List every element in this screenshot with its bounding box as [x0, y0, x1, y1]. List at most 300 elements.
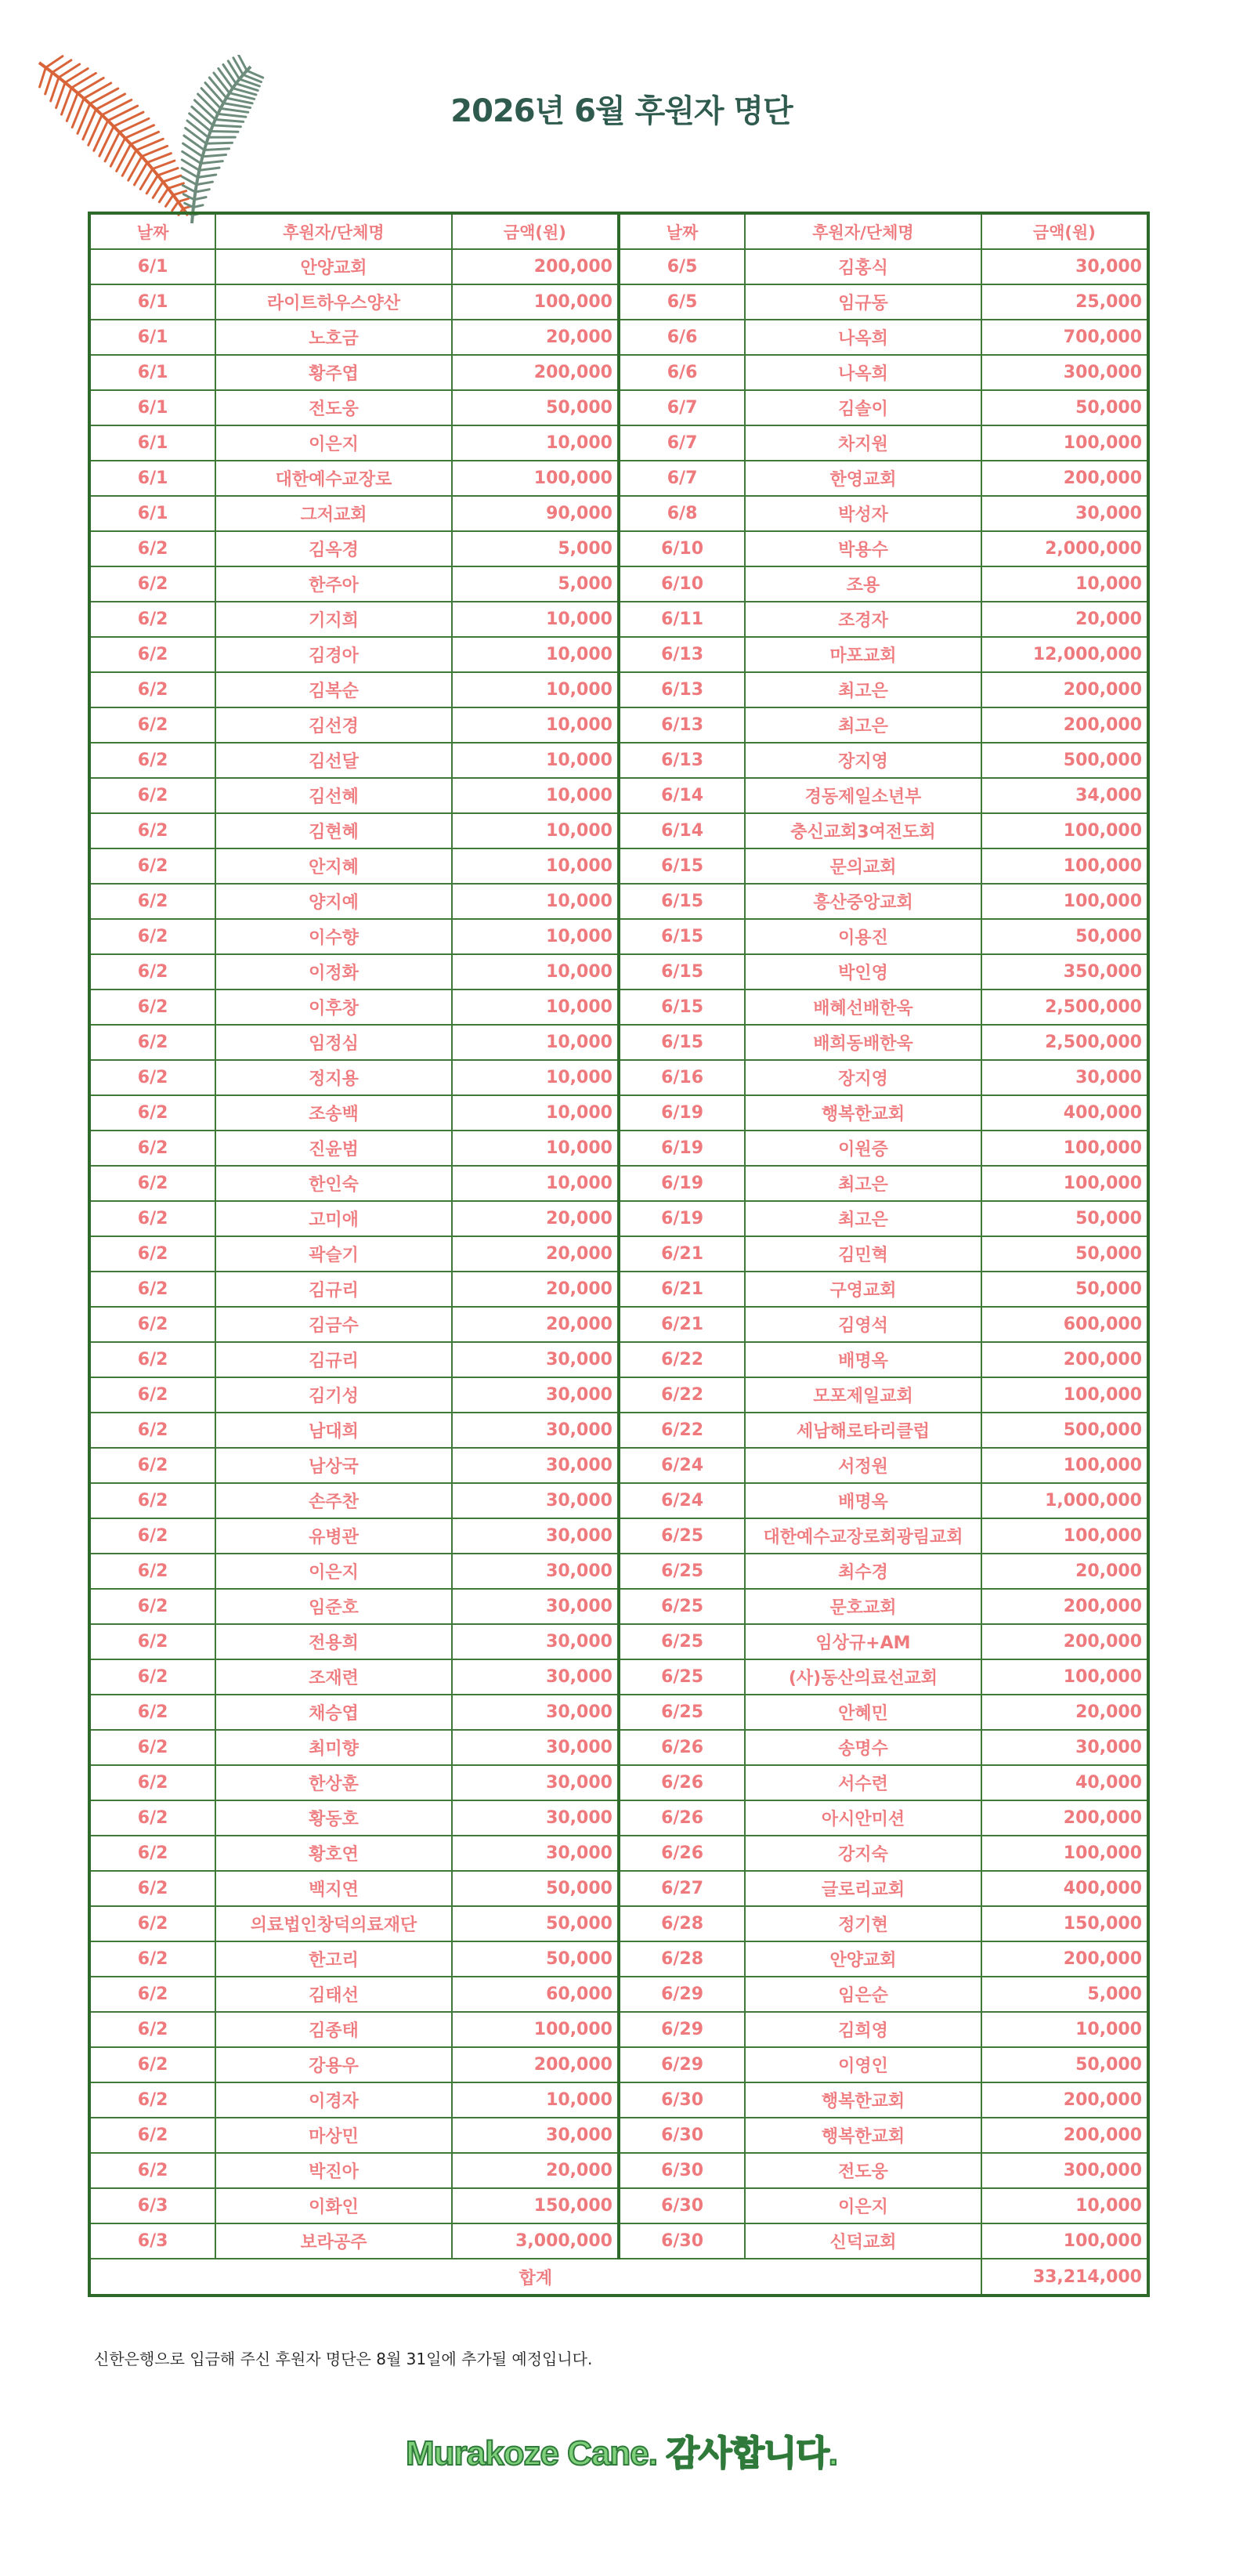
- amount-cell: 10,000: [452, 602, 619, 637]
- donor-name-cell: 한인숙: [215, 1166, 452, 1201]
- date-cell: 6/1: [89, 496, 215, 531]
- date-cell: 6/30: [619, 2188, 745, 2223]
- donor-name-cell: 김영석: [745, 1307, 981, 1342]
- amount-cell: 30,000: [452, 1659, 619, 1695]
- donor-name-cell: 이은지: [215, 425, 452, 461]
- donor-name-cell: 장지영: [745, 1060, 981, 1095]
- amount-cell: 100,000: [981, 1448, 1148, 1483]
- date-cell: 6/7: [619, 425, 745, 461]
- amount-cell: 200,000: [981, 1342, 1148, 1377]
- amount-cell: 300,000: [981, 2153, 1148, 2188]
- table-row: [89, 2223, 1148, 2259]
- amount-cell: 10,000: [981, 566, 1148, 602]
- donor-name-cell: 대한예수교장로: [215, 461, 452, 496]
- amount-cell: 10,000: [981, 2012, 1148, 2047]
- date-cell: 6/2: [89, 1448, 215, 1483]
- donor-name-cell: 최고은: [745, 672, 981, 707]
- date-cell: 6/26: [619, 1800, 745, 1836]
- date-cell: 6/7: [619, 461, 745, 496]
- total-label: 합계: [89, 2259, 981, 2296]
- amount-cell: 20,000: [981, 1695, 1148, 1730]
- date-cell: 6/2: [89, 1166, 215, 1201]
- donor-name-cell: 최수경: [745, 1554, 981, 1589]
- date-cell: 6/6: [619, 320, 745, 355]
- donor-name-cell: 김선경: [215, 707, 452, 743]
- amount-cell: 10,000: [452, 1166, 619, 1201]
- donor-name-cell: 진윤범: [215, 1131, 452, 1166]
- date-cell: 6/25: [619, 1518, 745, 1554]
- donor-name-cell: 모포제일교회: [745, 1377, 981, 1413]
- date-cell: 6/1: [89, 461, 215, 496]
- date-cell: 6/25: [619, 1624, 745, 1659]
- amount-cell: 50,000: [981, 2047, 1148, 2082]
- date-cell: 6/30: [619, 2153, 745, 2188]
- date-cell: 6/2: [89, 1060, 215, 1095]
- donor-name-cell: 이후창: [215, 990, 452, 1025]
- table-row: [89, 672, 1148, 707]
- header-name: 후원자/단체명: [215, 213, 452, 249]
- donor-name-cell: 문호교회: [745, 1589, 981, 1624]
- amount-cell: 30,000: [981, 1730, 1148, 1765]
- amount-cell: 90,000: [452, 496, 619, 531]
- donor-name-cell: 남대희: [215, 1413, 452, 1448]
- date-cell: 6/13: [619, 637, 745, 672]
- amount-cell: 100,000: [981, 1131, 1148, 1166]
- amount-cell: 10,000: [452, 884, 619, 919]
- date-cell: 6/2: [89, 954, 215, 990]
- donor-table: [88, 212, 1150, 2297]
- donor-name-cell: 나옥희: [745, 320, 981, 355]
- date-cell: 6/2: [89, 1730, 215, 1765]
- date-cell: 6/2: [89, 1131, 215, 1166]
- donor-name-cell: 노호금: [215, 320, 452, 355]
- table-row: [89, 1871, 1148, 1906]
- amount-cell: 50,000: [452, 390, 619, 425]
- date-cell: 6/2: [89, 672, 215, 707]
- table-row: [89, 602, 1148, 637]
- amount-cell: 100,000: [981, 884, 1148, 919]
- table-row: [89, 1201, 1148, 1236]
- date-cell: 6/2: [89, 1095, 215, 1131]
- table-row: [89, 1060, 1148, 1095]
- donor-name-cell: 강지숙: [745, 1836, 981, 1871]
- date-cell: 6/2: [89, 1025, 215, 1060]
- donor-name-cell: 곽슬기: [215, 1236, 452, 1272]
- donor-name-cell: 전도웅: [215, 390, 452, 425]
- date-cell: 6/15: [619, 848, 745, 884]
- amount-cell: 30,000: [452, 2118, 619, 2153]
- date-cell: 6/26: [619, 1836, 745, 1871]
- amount-cell: 150,000: [981, 1906, 1148, 1941]
- donor-name-cell: 배혜선배한욱: [745, 990, 981, 1025]
- amount-cell: 30,000: [452, 1695, 619, 1730]
- amount-cell: 50,000: [981, 1272, 1148, 1307]
- amount-cell: 12,000,000: [981, 637, 1148, 672]
- donor-name-cell: 고미애: [215, 1201, 452, 1236]
- donor-name-cell: 서정원: [745, 1448, 981, 1483]
- table-row: [89, 1906, 1148, 1941]
- donor-name-cell: 세남해로타리클럽: [745, 1413, 981, 1448]
- amount-cell: 100,000: [452, 2012, 619, 2047]
- date-cell: 6/2: [89, 2118, 215, 2153]
- date-cell: 6/2: [89, 848, 215, 884]
- date-cell: 6/15: [619, 919, 745, 954]
- amount-cell: 60,000: [452, 1977, 619, 2012]
- date-cell: 6/2: [89, 2082, 215, 2118]
- date-cell: 6/2: [89, 1201, 215, 1236]
- date-cell: 6/2: [89, 2012, 215, 2047]
- donor-name-cell: 임은순: [745, 1977, 981, 2012]
- date-cell: 6/2: [89, 1307, 215, 1342]
- donor-name-cell: 행복한교회: [745, 2082, 981, 2118]
- donor-name-cell: 전도웅: [745, 2153, 981, 2188]
- donor-name-cell: 양지예: [215, 884, 452, 919]
- donor-name-cell: 행복한교회: [745, 2118, 981, 2153]
- amount-cell: 100,000: [981, 1166, 1148, 1201]
- date-cell: 6/3: [89, 2223, 215, 2259]
- donor-name-cell: 조용: [745, 566, 981, 602]
- donor-name-cell: 대한예수교장로회광림교회: [745, 1518, 981, 1554]
- donor-name-cell: 장지영: [745, 743, 981, 778]
- date-cell: 6/16: [619, 1060, 745, 1095]
- date-cell: 6/2: [89, 1977, 215, 2012]
- amount-cell: 700,000: [981, 320, 1148, 355]
- table-row: [89, 637, 1148, 672]
- date-cell: 6/5: [619, 284, 745, 320]
- date-cell: 6/2: [89, 707, 215, 743]
- date-cell: 6/1: [89, 284, 215, 320]
- amount-cell: 30,000: [452, 1765, 619, 1800]
- table-row: [89, 2082, 1148, 2118]
- donor-name-cell: 김규리: [215, 1272, 452, 1307]
- amount-cell: 30,000: [452, 1377, 619, 1413]
- table-row: [89, 1413, 1148, 1448]
- table-row: [89, 461, 1148, 496]
- donor-name-cell: 이수향: [215, 919, 452, 954]
- donor-name-cell: 기지희: [215, 602, 452, 637]
- donor-name-cell: 김옥경: [215, 531, 452, 566]
- donor-name-cell: 이화인: [215, 2188, 452, 2223]
- donor-name-cell: 임규동: [745, 284, 981, 320]
- amount-cell: 50,000: [452, 1941, 619, 1977]
- amount-cell: 10,000: [452, 954, 619, 990]
- amount-cell: 10,000: [452, 743, 619, 778]
- donor-name-cell: 손주찬: [215, 1483, 452, 1518]
- amount-cell: 20,000: [981, 1554, 1148, 1589]
- donor-name-cell: 이은지: [215, 1554, 452, 1589]
- date-cell: 6/2: [89, 1906, 215, 1941]
- date-cell: 6/29: [619, 2047, 745, 2082]
- amount-cell: 200,000: [981, 461, 1148, 496]
- amount-cell: 200,000: [981, 1624, 1148, 1659]
- table-row: [89, 1342, 1148, 1377]
- amount-cell: 50,000: [981, 1236, 1148, 1272]
- amount-cell: 200,000: [981, 1589, 1148, 1624]
- table-row: [89, 1941, 1148, 1977]
- table-row: [89, 1095, 1148, 1131]
- donor-name-cell: 강용우: [215, 2047, 452, 2082]
- table-row: [89, 531, 1148, 566]
- amount-cell: 10,000: [452, 707, 619, 743]
- donor-name-cell: 서수련: [745, 1765, 981, 1800]
- donor-name-cell: 신덕교회: [745, 2223, 981, 2259]
- table-row: [89, 249, 1148, 284]
- total-amount: 33,214,000: [981, 2259, 1148, 2296]
- donor-name-cell: 조재련: [215, 1659, 452, 1695]
- donor-name-cell: 한고리: [215, 1941, 452, 1977]
- amount-cell: 10,000: [452, 1025, 619, 1060]
- donor-name-cell: 황주엽: [215, 355, 452, 390]
- amount-cell: 10,000: [452, 813, 619, 848]
- page-title: 2026년 6월 후원자 명단: [450, 93, 793, 129]
- amount-cell: 600,000: [981, 1307, 1148, 1342]
- amount-cell: 5,000: [981, 1977, 1148, 2012]
- donor-name-cell: 안양교회: [745, 1941, 981, 1977]
- donor-name-cell: 아시안미션: [745, 1800, 981, 1836]
- amount-cell: 30,000: [452, 1448, 619, 1483]
- table-row: [89, 1131, 1148, 1166]
- donor-name-cell: 김선혜: [215, 778, 452, 813]
- date-cell: 6/1: [89, 390, 215, 425]
- donor-name-cell: 안양교회: [215, 249, 452, 284]
- donor-name-cell: 이원증: [745, 1131, 981, 1166]
- donor-name-cell: 배명옥: [745, 1483, 981, 1518]
- donor-name-cell: 라이트하우스양산: [215, 284, 452, 320]
- amount-cell: 100,000: [981, 1659, 1148, 1695]
- table-row: [89, 1977, 1148, 2012]
- table-row: [89, 1518, 1148, 1554]
- donor-name-cell: 백지연: [215, 1871, 452, 1906]
- amount-cell: 200,000: [981, 1800, 1148, 1836]
- amount-cell: 10,000: [452, 672, 619, 707]
- table-row: [89, 284, 1148, 320]
- table-row: [89, 425, 1148, 461]
- amount-cell: 100,000: [981, 1836, 1148, 1871]
- amount-cell: 500,000: [981, 743, 1148, 778]
- date-cell: 6/2: [89, 990, 215, 1025]
- donor-name-cell: 이정화: [215, 954, 452, 990]
- table-row: [89, 954, 1148, 990]
- table-row: [89, 884, 1148, 919]
- donor-name-cell: 임상규+AM: [745, 1624, 981, 1659]
- amount-cell: 200,000: [981, 2082, 1148, 2118]
- date-cell: 6/10: [619, 531, 745, 566]
- date-cell: 6/2: [89, 1236, 215, 1272]
- donor-name-cell: 김복순: [215, 672, 452, 707]
- amount-cell: 400,000: [981, 1095, 1148, 1131]
- amount-cell: 30,000: [452, 1413, 619, 1448]
- amount-cell: 30,000: [452, 1836, 619, 1871]
- table-row: [89, 566, 1148, 602]
- amount-cell: 10,000: [452, 919, 619, 954]
- date-cell: 6/2: [89, 778, 215, 813]
- donor-name-cell: 임정심: [215, 1025, 452, 1060]
- amount-cell: 350,000: [981, 954, 1148, 990]
- amount-cell: 5,000: [452, 531, 619, 566]
- amount-cell: 2,500,000: [981, 1025, 1148, 1060]
- date-cell: 6/15: [619, 1025, 745, 1060]
- date-cell: 6/27: [619, 1871, 745, 1906]
- donor-name-cell: 김선달: [215, 743, 452, 778]
- date-cell: 6/13: [619, 743, 745, 778]
- donor-name-cell: 김희영: [745, 2012, 981, 2047]
- amount-cell: 20,000: [981, 602, 1148, 637]
- donor-name-cell: 보라공주: [215, 2223, 452, 2259]
- amount-cell: 2,000,000: [981, 531, 1148, 566]
- table-row: [89, 1272, 1148, 1307]
- date-cell: 6/22: [619, 1377, 745, 1413]
- date-cell: 6/5: [619, 249, 745, 284]
- amount-cell: 500,000: [981, 1413, 1148, 1448]
- amount-cell: 10,000: [452, 1095, 619, 1131]
- amount-cell: 10,000: [452, 1060, 619, 1095]
- donor-name-cell: 구영교회: [745, 1272, 981, 1307]
- table-header-row: [89, 213, 1148, 249]
- date-cell: 6/2: [89, 884, 215, 919]
- amount-cell: 1,000,000: [981, 1483, 1148, 1518]
- donor-name-cell: 이은지: [745, 2188, 981, 2223]
- date-cell: 6/2: [89, 1765, 215, 1800]
- amount-cell: 100,000: [452, 461, 619, 496]
- donor-name-cell: 마포교회: [745, 637, 981, 672]
- date-cell: 6/2: [89, 1518, 215, 1554]
- amount-cell: 10,000: [452, 990, 619, 1025]
- date-cell: 6/25: [619, 1589, 745, 1624]
- donor-name-cell: 조송백: [215, 1095, 452, 1131]
- date-cell: 6/2: [89, 1272, 215, 1307]
- donor-name-cell: 황호연: [215, 1836, 452, 1871]
- date-cell: 6/21: [619, 1307, 745, 1342]
- amount-cell: 50,000: [452, 1906, 619, 1941]
- date-cell: 6/2: [89, 743, 215, 778]
- donor-name-cell: 차지원: [745, 425, 981, 461]
- donor-name-cell: 경동제일소년부: [745, 778, 981, 813]
- date-cell: 6/2: [89, 1554, 215, 1589]
- donor-name-cell: 이용진: [745, 919, 981, 954]
- date-cell: 6/25: [619, 1695, 745, 1730]
- donor-name-cell: 최고은: [745, 1166, 981, 1201]
- table-row: [89, 1483, 1148, 1518]
- amount-cell: 150,000: [452, 2188, 619, 2223]
- amount-cell: 200,000: [981, 672, 1148, 707]
- donor-name-cell: 배희동배한욱: [745, 1025, 981, 1060]
- date-cell: 6/2: [89, 1589, 215, 1624]
- amount-cell: 30,000: [452, 1342, 619, 1377]
- table-row: [89, 1765, 1148, 1800]
- date-cell: 6/2: [89, 1342, 215, 1377]
- table-row: [89, 2153, 1148, 2188]
- donor-name-cell: 김태선: [215, 1977, 452, 2012]
- thanks-message: Murakoze Cane. 감사합니다.: [406, 2434, 837, 2473]
- table-row: [89, 1624, 1148, 1659]
- date-cell: 6/2: [89, 1624, 215, 1659]
- table-row: [89, 848, 1148, 884]
- date-cell: 6/14: [619, 813, 745, 848]
- notice-text: 신한은행으로 입금해 주신 후원자 명단은 8월 31일에 추가될 예정입니다.: [94, 2350, 593, 2368]
- date-cell: 6/30: [619, 2118, 745, 2153]
- donor-name-cell: 한영교회: [745, 461, 981, 496]
- amount-cell: 100,000: [981, 1377, 1148, 1413]
- date-cell: 6/19: [619, 1131, 745, 1166]
- date-cell: 6/2: [89, 1659, 215, 1695]
- table-row: [89, 320, 1148, 355]
- amount-cell: 50,000: [452, 1871, 619, 1906]
- date-cell: 6/14: [619, 778, 745, 813]
- amount-cell: 30,000: [981, 1060, 1148, 1095]
- amount-cell: 3,000,000: [452, 2223, 619, 2259]
- donor-name-cell: 한상훈: [215, 1765, 452, 1800]
- donor-name-cell: 나옥희: [745, 355, 981, 390]
- amount-cell: 20,000: [452, 1236, 619, 1272]
- date-cell: 6/1: [89, 355, 215, 390]
- date-cell: 6/2: [89, 602, 215, 637]
- date-cell: 6/13: [619, 707, 745, 743]
- date-cell: 6/22: [619, 1342, 745, 1377]
- table-row: [89, 1377, 1148, 1413]
- amount-cell: 2,500,000: [981, 990, 1148, 1025]
- donor-name-cell: 최고은: [745, 707, 981, 743]
- amount-cell: 10,000: [452, 778, 619, 813]
- amount-cell: 100,000: [981, 425, 1148, 461]
- donor-name-cell: 임준호: [215, 1589, 452, 1624]
- date-cell: 6/2: [89, 1413, 215, 1448]
- date-cell: 6/2: [89, 1800, 215, 1836]
- table-row: [89, 390, 1148, 425]
- amount-cell: 20,000: [452, 2153, 619, 2188]
- donor-name-cell: 문의교회: [745, 848, 981, 884]
- date-cell: 6/19: [619, 1166, 745, 1201]
- amount-cell: 10,000: [452, 848, 619, 884]
- amount-cell: 30,000: [981, 249, 1148, 284]
- date-cell: 6/3: [89, 2188, 215, 2223]
- donor-name-cell: 전용희: [215, 1624, 452, 1659]
- date-cell: 6/10: [619, 566, 745, 602]
- date-cell: 6/21: [619, 1236, 745, 1272]
- date-cell: 6/1: [89, 320, 215, 355]
- donor-name-cell: (사)동산의료선교회: [745, 1659, 981, 1695]
- date-cell: 6/2: [89, 1377, 215, 1413]
- table-row: [89, 707, 1148, 743]
- date-cell: 6/25: [619, 1554, 745, 1589]
- donor-name-cell: 마상민: [215, 2118, 452, 2153]
- amount-cell: 400,000: [981, 1871, 1148, 1906]
- amount-cell: 100,000: [452, 284, 619, 320]
- table-row: [89, 355, 1148, 390]
- amount-cell: 30,000: [452, 1518, 619, 1554]
- donor-name-cell: 김종태: [215, 2012, 452, 2047]
- table-row: [89, 1166, 1148, 1201]
- donor-name-cell: 글로리교회: [745, 1871, 981, 1906]
- table-row: [89, 1448, 1148, 1483]
- amount-cell: 30,000: [452, 1589, 619, 1624]
- date-cell: 6/26: [619, 1765, 745, 1800]
- table-row: [89, 919, 1148, 954]
- date-cell: 6/11: [619, 602, 745, 637]
- amount-cell: 200,000: [981, 2118, 1148, 2153]
- donor-name-cell: 박용수: [745, 531, 981, 566]
- amount-cell: 10,000: [452, 1131, 619, 1166]
- donor-name-cell: 의료법인창덕의료재단: [215, 1906, 452, 1941]
- amount-cell: 34,000: [981, 778, 1148, 813]
- amount-cell: 30,000: [452, 1624, 619, 1659]
- date-cell: 6/22: [619, 1413, 745, 1448]
- amount-cell: 300,000: [981, 355, 1148, 390]
- donor-name-cell: 유병관: [215, 1518, 452, 1554]
- table-row: [89, 2118, 1148, 2153]
- table-row: [89, 778, 1148, 813]
- donor-name-cell: 흥산중앙교회: [745, 884, 981, 919]
- amount-cell: 30,000: [452, 1483, 619, 1518]
